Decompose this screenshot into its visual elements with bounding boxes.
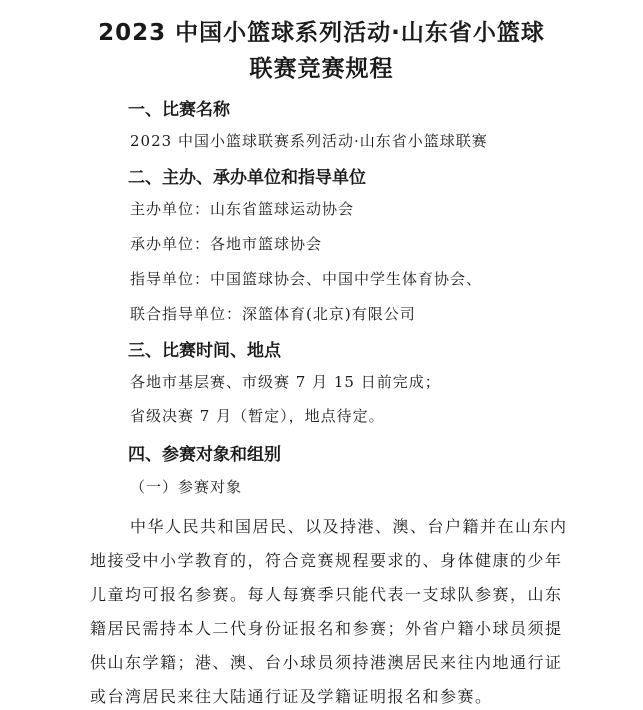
organizer-unit-text: 承办单位：各地市篮球协会 <box>130 235 323 253</box>
section-heading-time-location: 三、比赛时间、地点 <box>128 341 281 361</box>
paragraph-line: 供山东学籍；港、澳、台小球员须持港澳居民来往内地通行证 <box>90 653 563 672</box>
subheading-participants: （一）参赛对象 <box>130 478 243 496</box>
section-heading-participants: 四、参赛对象和组别 <box>128 445 281 465</box>
competition-name-text: 2023 中国小篮球联赛系列活动·山东省小篮球联赛 <box>130 132 488 150</box>
section-heading-competition-name: 一、比赛名称 <box>128 100 230 120</box>
guide-unit-text: 指导单位：中国篮球协会、中国中学生体育协会、 <box>130 270 483 288</box>
schedule-line-1: 各地市基层赛、市级赛 7 月 15 日前完成； <box>130 373 441 391</box>
paragraph-line: 儿童均可报名参赛。每人每赛季只能代表一支球队参赛，山东 <box>90 585 563 604</box>
paragraph-line: 或台湾居民来往大陆通行证及学籍证明报名和参赛。 <box>90 687 493 706</box>
paragraph-line: 籍居民需持本人二代身份证报名和参赛；外省户籍小球员须提 <box>90 619 563 638</box>
host-unit-text: 主办单位：山东省篮球运动协会 <box>130 200 355 218</box>
section-heading-organizers: 二、主办、承办单位和指导单位 <box>128 168 366 188</box>
paragraph-line: 中华人民共和国居民、以及持港、澳、台户籍并在山东内 <box>130 517 568 536</box>
schedule-line-2: 省级决赛 7 月（暂定），地点待定。 <box>130 407 385 425</box>
joint-guide-unit-text: 联合指导单位：深篮体育(北京)有限公司 <box>130 305 416 323</box>
document-title-line-2: 联赛竞赛规程 <box>249 56 394 82</box>
paragraph-line: 地接受中小学教育的，符合竞赛规程要求的、身体健康的少年 <box>90 551 563 570</box>
document-title-line-1: 2023 中国小篮球系列活动·山东省小篮球 <box>98 20 545 46</box>
